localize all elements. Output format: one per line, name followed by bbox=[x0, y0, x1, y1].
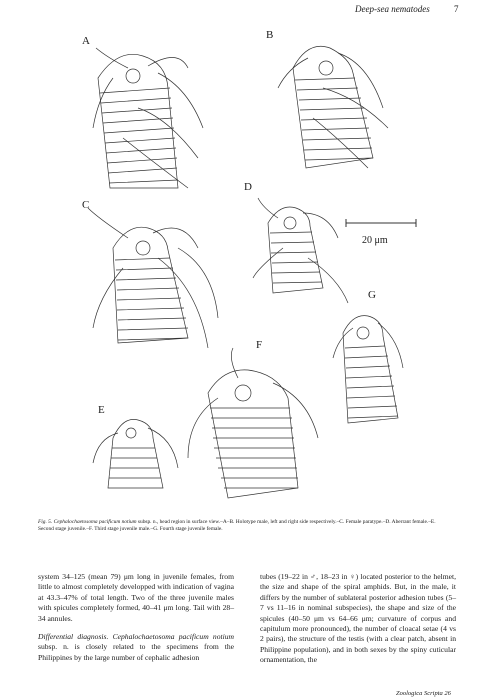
left-column bbox=[38, 572, 234, 663]
panel-label-d: D bbox=[244, 181, 252, 193]
page-number: 7 bbox=[454, 4, 459, 14]
panel-d-drawing bbox=[253, 198, 348, 303]
figure-5 bbox=[38, 18, 452, 508]
p2-species: Cephalochaetosoma pacificum notium bbox=[112, 632, 234, 642]
left-paragraph-2 bbox=[38, 632, 234, 663]
caption-text: subsp. n., head region in surface view.–A–B. Holotype male, left and right side respectively.–C. Female paratype.–D. Aberrant female.–E. Second stage juvenile.–F. Third stage juvenile male.–G. Fourth stage juvenile female. bbox=[38, 519, 436, 532]
scale-bar-label: 20 μm bbox=[362, 235, 388, 246]
figure-caption bbox=[38, 519, 452, 533]
left-paragraph-1: system 34–125 (mean 79) μm long in juvenile females, from little to almost completely developped with indication of vagina at 43.3–47% of total length. Two of the three juvenile males with spicules completely formed, 40–41 μm long. Tail with 28–34 annules. bbox=[38, 572, 234, 623]
right-column bbox=[260, 572, 456, 666]
running-title: Deep-sea nematodes bbox=[355, 4, 430, 14]
panel-f-drawing bbox=[188, 348, 318, 498]
panel-e-drawing bbox=[93, 419, 178, 488]
caption-fig-label: Fig. 5. bbox=[38, 519, 53, 525]
panel-b-drawing bbox=[278, 46, 388, 168]
panel-g-drawing bbox=[333, 316, 403, 423]
panel-label-f: F bbox=[256, 339, 263, 351]
p2-text: subsp. n. is closely related to the specimens from the Philippines by the large number of cephalic adhesion bbox=[38, 642, 234, 662]
differential-diagnosis-heading: Differential diagnosis. bbox=[38, 632, 109, 642]
caption-species: Cephalochaetosoma pacificum notium bbox=[53, 519, 137, 525]
panel-label-e: E bbox=[98, 404, 105, 416]
panel-label-g: G bbox=[368, 289, 376, 301]
journal-footer: Zoologica Scripta 26 bbox=[396, 690, 451, 697]
panel-a-drawing bbox=[93, 48, 203, 188]
panel-c-drawing bbox=[88, 208, 218, 348]
panel-label-a: A bbox=[82, 35, 90, 47]
right-paragraph-1: tubes (19–22 in ♂, 18–23 in ♀) located posterior to the helmet, the size and shape of the spiral amphids. But, in the male, it differs by the number of sublateral posterior adhesion tubes (5–7 vs 11–16 in nominal subspecies), the shape and size of the spicules (40–50 μm vs 64–66 μm; curvature of corpus and capitulum more pronounced), the number of cloacal setae (4 vs 2 pairs), the structure of the testis (with a clear patch, absent in Philippine population), and in both sexes by the spiny cuticular ornamentation, the bbox=[260, 572, 456, 665]
panel-label-b: B bbox=[266, 29, 274, 41]
panel-label-c: C bbox=[82, 199, 90, 211]
